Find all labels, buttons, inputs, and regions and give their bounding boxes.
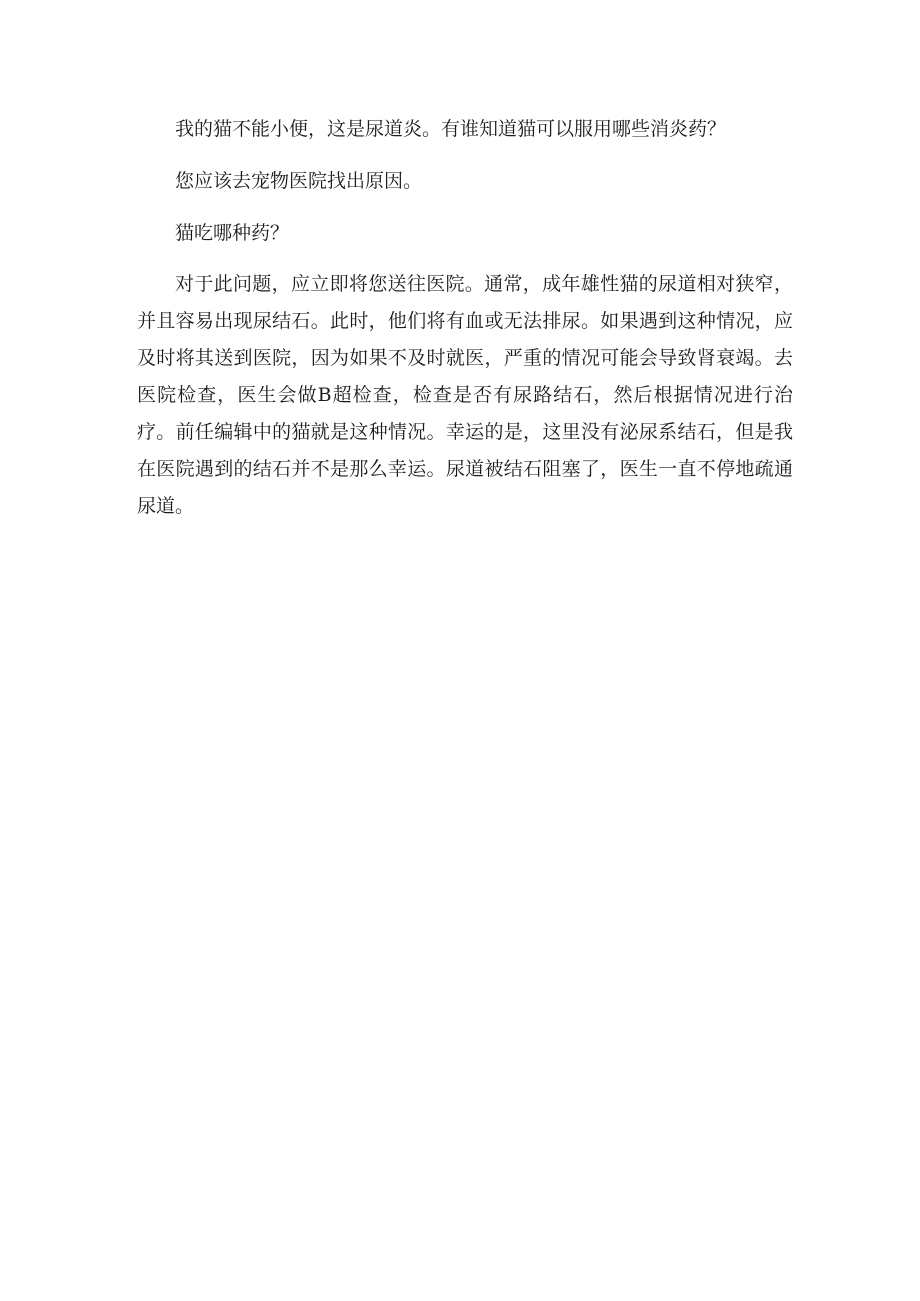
document-body xyxy=(137,114,793,525)
answer-paragraph: 您应该去宠物医院找出原因。 xyxy=(175,170,423,192)
detailed-answer-paragraph: 对于此问题，应立即将您送往医院。通常，成年雄性猫的尿道相对狭窄，并且容易出现尿结石。此时，他们将有血或无法排尿。如果遇到这种情况，应及时将其送到医院，因为如果不及时就医，严重的情况可能会导致肾衰竭。去医院检查，医生会做B超检查，检查是否有尿路结石，然后根据情况进行治疗。前任编辑中的猫就是这种情况。幸运的是，这里没有泌尿系结石，但是我在医院遇到的结石并不是那么幸运。尿道被结石阻塞了，医生一直不停地疏通尿道。 xyxy=(137,273,793,517)
question-paragraph: 我的猫不能小便，这是尿道炎。有谁知道猫可以服用哪些消炎药？ xyxy=(175,118,727,140)
follow-up-question-paragraph: 猫吃哪种药？ xyxy=(175,222,290,244)
